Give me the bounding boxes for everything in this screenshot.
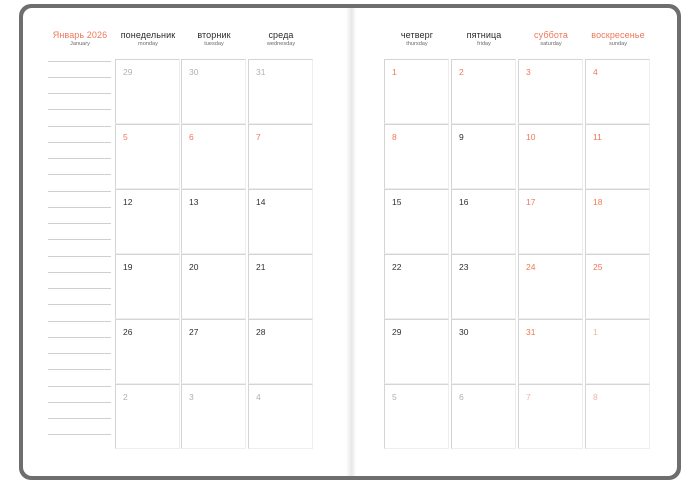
day-cell[interactable] bbox=[451, 319, 516, 384]
day-cell[interactable] bbox=[248, 124, 313, 189]
day-cell[interactable] bbox=[115, 124, 180, 189]
day-number: 21 bbox=[256, 262, 266, 272]
day-number: 5 bbox=[123, 132, 128, 142]
day-cell[interactable] bbox=[115, 59, 180, 124]
day-cell[interactable] bbox=[518, 59, 583, 124]
day-cell[interactable] bbox=[585, 124, 650, 189]
weekday-header-saturday bbox=[516, 31, 586, 48]
day-cell[interactable] bbox=[181, 384, 246, 449]
day-number: 16 bbox=[459, 197, 469, 207]
day-number: 2 bbox=[123, 392, 128, 402]
day-cell[interactable] bbox=[585, 319, 650, 384]
note-line[interactable] bbox=[48, 337, 111, 338]
day-cell[interactable] bbox=[451, 124, 516, 189]
month-title bbox=[45, 31, 115, 48]
day-number: 29 bbox=[392, 327, 402, 337]
note-line[interactable] bbox=[48, 207, 111, 208]
day-number: 31 bbox=[256, 67, 266, 77]
weekday-en: friday bbox=[477, 41, 491, 47]
day-number: 11 bbox=[593, 132, 602, 142]
day-number: 29 bbox=[123, 67, 133, 77]
month-title-ru: Январь 2026 bbox=[52, 30, 108, 40]
note-line[interactable] bbox=[48, 418, 111, 419]
day-cell[interactable] bbox=[451, 384, 516, 449]
day-number: 27 bbox=[189, 327, 199, 337]
day-cell[interactable] bbox=[115, 319, 180, 384]
day-cell[interactable] bbox=[384, 189, 449, 254]
day-number: 8 bbox=[593, 392, 598, 402]
note-line[interactable] bbox=[48, 158, 111, 159]
weekday-ru: среда bbox=[268, 30, 294, 40]
day-cell[interactable] bbox=[585, 384, 650, 449]
day-number: 15 bbox=[392, 197, 402, 207]
day-number: 30 bbox=[189, 67, 199, 77]
day-cell[interactable] bbox=[181, 59, 246, 124]
note-line[interactable] bbox=[48, 61, 111, 62]
weekday-header-tuesday bbox=[179, 31, 249, 48]
day-cell[interactable] bbox=[451, 254, 516, 319]
note-line[interactable] bbox=[48, 353, 111, 354]
day-cell[interactable] bbox=[585, 59, 650, 124]
day-cell[interactable] bbox=[248, 189, 313, 254]
day-number: 19 bbox=[123, 262, 133, 272]
day-number: 10 bbox=[526, 132, 536, 142]
weekday-header-thursday bbox=[382, 31, 452, 48]
day-cell[interactable] bbox=[384, 254, 449, 319]
weekday-ru: воскресенье bbox=[591, 30, 645, 40]
day-cell[interactable] bbox=[181, 254, 246, 319]
weekday-en: thursday bbox=[406, 41, 428, 47]
day-number: 7 bbox=[256, 132, 261, 142]
weekday-ru: вторник bbox=[197, 30, 231, 40]
day-number: 28 bbox=[256, 327, 266, 337]
day-number: 12 bbox=[123, 197, 133, 207]
weekday-en: sunday bbox=[608, 41, 628, 47]
day-number: 22 bbox=[392, 262, 402, 272]
note-line[interactable] bbox=[48, 109, 111, 110]
weekday-en: saturday bbox=[540, 41, 562, 47]
day-cell[interactable] bbox=[248, 319, 313, 384]
weekday-header-wednesday bbox=[246, 31, 316, 48]
day-cell[interactable] bbox=[518, 189, 583, 254]
day-cell[interactable] bbox=[451, 59, 516, 124]
day-number: 3 bbox=[189, 392, 194, 402]
note-line[interactable] bbox=[48, 256, 111, 257]
day-number: 9 bbox=[459, 132, 464, 142]
day-number: 7 bbox=[526, 392, 531, 402]
note-line[interactable] bbox=[48, 304, 111, 305]
note-line[interactable] bbox=[48, 174, 111, 175]
weekday-header-sunday bbox=[583, 31, 653, 48]
note-line[interactable] bbox=[48, 288, 111, 289]
day-number: 1 bbox=[593, 327, 598, 337]
day-cell[interactable] bbox=[248, 59, 313, 124]
note-line[interactable] bbox=[48, 434, 111, 435]
day-cell[interactable] bbox=[518, 124, 583, 189]
day-number: 26 bbox=[123, 327, 133, 337]
note-line[interactable] bbox=[48, 369, 111, 370]
day-cell[interactable] bbox=[384, 124, 449, 189]
note-line[interactable] bbox=[48, 321, 111, 322]
day-cell[interactable] bbox=[115, 384, 180, 449]
note-line[interactable] bbox=[48, 272, 111, 273]
day-number: 17 bbox=[526, 197, 536, 207]
weekday-ru: понедельник bbox=[120, 30, 176, 40]
day-cell[interactable] bbox=[518, 384, 583, 449]
day-number: 30 bbox=[459, 327, 469, 337]
day-cell[interactable] bbox=[585, 189, 650, 254]
weekday-header-monday bbox=[113, 31, 183, 48]
note-line[interactable] bbox=[48, 402, 111, 403]
day-number: 18 bbox=[593, 197, 603, 207]
page-gutter bbox=[346, 8, 356, 476]
weekday-ru: четверг bbox=[400, 30, 434, 40]
day-cell[interactable] bbox=[384, 59, 449, 124]
note-line[interactable] bbox=[48, 239, 111, 240]
day-number: 23 bbox=[459, 262, 469, 272]
note-line[interactable] bbox=[48, 223, 111, 224]
weekday-header-friday bbox=[449, 31, 519, 48]
day-number: 3 bbox=[526, 67, 531, 77]
day-number: 31 bbox=[526, 327, 536, 337]
day-number: 1 bbox=[392, 67, 397, 77]
day-cell[interactable] bbox=[384, 384, 449, 449]
note-line[interactable] bbox=[48, 93, 111, 94]
weekday-en: tuesday bbox=[204, 41, 224, 47]
day-cell[interactable] bbox=[115, 189, 180, 254]
note-line[interactable] bbox=[48, 142, 111, 143]
weekday-ru: пятница bbox=[466, 30, 502, 40]
day-cell[interactable] bbox=[181, 189, 246, 254]
note-line[interactable] bbox=[48, 191, 111, 192]
day-number: 24 bbox=[526, 262, 536, 272]
day-cell[interactable] bbox=[585, 254, 650, 319]
day-cell[interactable] bbox=[181, 319, 246, 384]
day-number: 6 bbox=[189, 132, 194, 142]
day-cell[interactable] bbox=[115, 254, 180, 319]
day-cell[interactable] bbox=[451, 189, 516, 254]
day-number: 13 bbox=[189, 197, 199, 207]
day-number: 2 bbox=[459, 67, 464, 77]
note-line[interactable] bbox=[48, 77, 111, 78]
day-number: 6 bbox=[459, 392, 464, 402]
weekday-ru: суббота bbox=[534, 30, 568, 40]
note-line[interactable] bbox=[48, 386, 111, 387]
weekday-en: monday bbox=[138, 41, 158, 47]
day-cell[interactable] bbox=[518, 319, 583, 384]
day-cell[interactable] bbox=[248, 254, 313, 319]
month-title-en: January bbox=[70, 41, 90, 47]
day-cell[interactable] bbox=[181, 124, 246, 189]
weekday-en: wednesday bbox=[266, 41, 296, 47]
day-cell[interactable] bbox=[384, 319, 449, 384]
day-cell[interactable] bbox=[248, 384, 313, 449]
day-number: 14 bbox=[256, 197, 266, 207]
day-number: 4 bbox=[593, 67, 598, 77]
day-number: 8 bbox=[392, 132, 397, 142]
day-number: 4 bbox=[256, 392, 261, 402]
note-line[interactable] bbox=[48, 126, 111, 127]
day-cell[interactable] bbox=[518, 254, 583, 319]
day-number: 5 bbox=[392, 392, 397, 402]
day-number: 25 bbox=[593, 262, 603, 272]
day-number: 20 bbox=[189, 262, 199, 272]
